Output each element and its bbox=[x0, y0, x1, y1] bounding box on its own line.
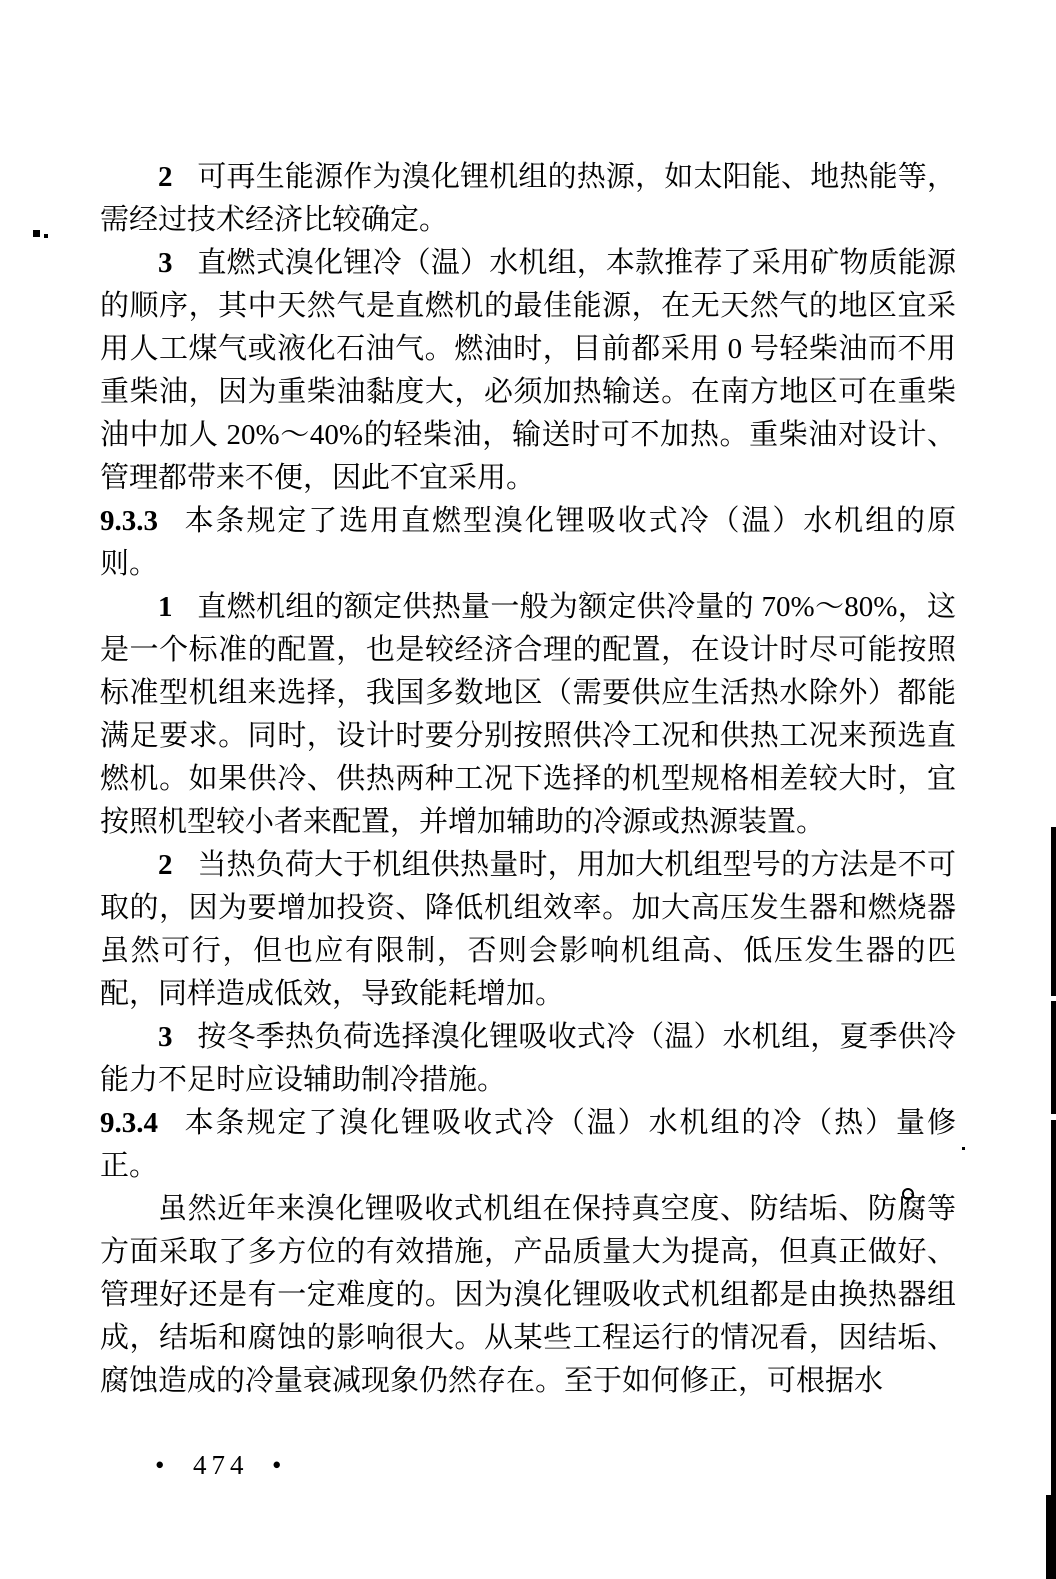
paragraph-3 bbox=[100, 1016, 956, 1102]
scan-artifact-edge-line bbox=[1051, 827, 1056, 1579]
page-number: • 474 • bbox=[155, 1450, 287, 1480]
scan-artifact-speckle-ring bbox=[902, 1188, 914, 1200]
paragraph-text: 可再生能源作为溴化锂机组的热源，如太阳能、地热能等，需经过技术经济比较确定。 bbox=[100, 161, 956, 236]
paragraph-9.3.3 bbox=[100, 500, 956, 586]
document-body bbox=[100, 156, 956, 1403]
item-number: 2 bbox=[158, 161, 173, 193]
paragraph-text: 直燃机组的额定供热量一般为额定供冷量的 70%～80%，这是一个标准的配置，也是较经济合理的配置，在设计时尽可能按照标准型机组来选择，我国多数地区（需要供应生活热水除外）都能满足要求。同时，设计时要分别按照供冷工况和供热工况来预选直燃机。如果供冷、供热两种工况下选择的机型规格相差较大时，宜按照机型较小者来配置，并增加辅助的冷源或热源装置。 bbox=[100, 591, 956, 838]
item-number: 3 bbox=[158, 1021, 173, 1053]
paragraph-3 bbox=[100, 242, 956, 500]
paragraph-9.3.4 bbox=[100, 1102, 956, 1188]
item-number: 9.3.3 bbox=[100, 505, 158, 537]
scan-artifact-edge-line-bottom bbox=[1046, 1495, 1056, 1579]
scan-artifact-speckle bbox=[44, 234, 48, 238]
paragraph-text: 本条规定了选用直燃型溴化锂吸收式冷（温）水机组的原则。 bbox=[100, 505, 956, 580]
item-number: 3 bbox=[158, 247, 173, 279]
item-number: 9.3.4 bbox=[100, 1107, 158, 1139]
paragraph-text: 当热负荷大于机组供热量时，用加大机组型号的方法是不可取的，因为要增加投资、降低机组效率。加大高压发生器和燃烧器虽然可行，但也应有限制，否则会影响机组高、低压发生器的匹配，同样造成低效，导致能耗增加。 bbox=[100, 849, 956, 1010]
item-number: 1 bbox=[158, 591, 173, 623]
scan-artifact-edge-gap bbox=[1050, 996, 1056, 1001]
item-number: 2 bbox=[158, 849, 173, 881]
paragraph-1 bbox=[100, 586, 956, 844]
scan-artifact-speckle bbox=[33, 230, 40, 237]
paragraph-text: 本条规定了溴化锂吸收式冷（温）水机组的冷（热）量修正。 bbox=[100, 1107, 956, 1182]
scan-artifact-edge-gap bbox=[1050, 1114, 1056, 1120]
paragraph bbox=[100, 1188, 956, 1403]
paragraph-text: 按冬季热负荷选择溴化锂吸收式冷（温）水机组，夏季供冷能力不足时应设辅助制冷措施。 bbox=[100, 1021, 956, 1096]
paragraph-text: 虽然近年来溴化锂吸收式机组在保持真空度、防结垢、防腐等方面采取了多方位的有效措施，产品质量大为提高，但真正做好、管理好还是有一定难度的。因为溴化锂吸收式机组都是由换热器组成，结垢和腐蚀的影响很大。从某些工程运行的情况看，因结垢、腐蚀造成的冷量衰减现象仍然存在。至于如何修正，可根据水 bbox=[100, 1193, 956, 1397]
paragraph-text: 直燃式溴化锂冷（温）水机组，本款推荐了采用矿物质能源的顺序，其中天然气是直燃机的最佳能源，在无天然气的地区宜采用人工煤气或液化石油气。燃油时，目前都采用 0 号轻柴油而不用重柴油，因为重柴油黏度大，必须加热输送。在南方地区可在重柴油中加人 20%～40%的轻柴油，输送时可不加热。重柴油对设计、管理都带来不便，因此不宜采用。 bbox=[100, 247, 956, 494]
page-footer bbox=[108, 1419, 286, 1512]
paragraph-2 bbox=[100, 844, 956, 1016]
paragraph-2 bbox=[100, 156, 956, 242]
scan-artifact-speckle bbox=[962, 1147, 965, 1150]
